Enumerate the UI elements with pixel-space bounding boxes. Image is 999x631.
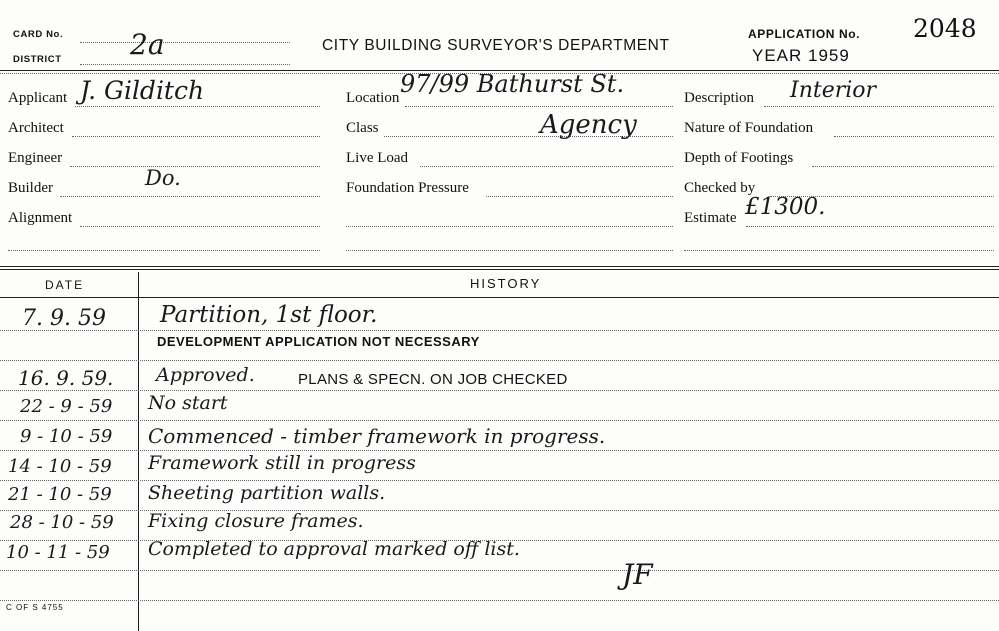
estimate-line <box>746 226 994 227</box>
live-load-line <box>420 166 673 167</box>
engineer-label: Engineer <box>8 150 63 166</box>
history-date: 22 - 9 - 59 <box>20 396 113 417</box>
nature-of-foundation-line <box>834 136 994 137</box>
builder-line <box>60 196 320 197</box>
development-stamp: DEVELOPMENT APPLICATION NOT NECESSARY <box>157 334 480 349</box>
district-label: DISTRICT <box>13 54 62 65</box>
alignment-label: Alignment <box>8 210 73 226</box>
history-line-1 <box>0 330 999 331</box>
checked-by-label: Checked by <box>684 180 756 196</box>
date-column-header: DATE <box>45 278 85 292</box>
history-date: 9 - 10 - 59 <box>20 426 113 447</box>
initials-signature: JF <box>622 558 653 591</box>
history-column-header: HISTORY <box>470 276 542 291</box>
history-header-rule <box>0 297 999 298</box>
history-entry: Sheeting partition walls. <box>148 482 386 504</box>
year-label: YEAR 1959 <box>752 46 850 65</box>
history-line-2 <box>0 360 999 361</box>
history-line-4 <box>0 420 999 421</box>
history-line-6 <box>0 480 999 481</box>
engineer-line <box>70 166 320 167</box>
card-no-line <box>80 42 290 43</box>
foundation-pressure-label: Foundation Pressure <box>346 180 469 196</box>
location-line <box>405 106 673 107</box>
history-line-10 <box>0 600 999 601</box>
column2-line-5 <box>346 226 673 227</box>
class-label: Class <box>346 120 379 136</box>
application-number: 2048 <box>913 14 977 43</box>
history-date: 7. 9. 59 <box>22 306 106 331</box>
nature-of-foundation-label: Nature of Foundation <box>684 120 814 136</box>
district-value: 2a <box>130 28 165 61</box>
applicant-label: Applicant <box>8 90 68 106</box>
class-value: Agency <box>540 110 637 140</box>
live-load-label: Live Load <box>346 150 409 166</box>
alignment-line <box>80 226 320 227</box>
description-value: Interior <box>790 78 877 103</box>
builder-value: Do. <box>145 166 181 190</box>
description-line <box>764 106 994 107</box>
date-column-divider <box>138 272 139 631</box>
plans-checked-stamp: PLANS & SPECN. ON JOB CHECKED <box>298 371 568 388</box>
history-date: 21 - 10 - 59 <box>8 484 112 505</box>
history-entry: Fixing closure frames. <box>148 510 364 532</box>
history-entry: Completed to approval marked off list. <box>148 538 520 560</box>
history-date: 16. 9. 59. <box>18 366 114 390</box>
history-entry: Approved. <box>156 364 255 386</box>
district-line <box>80 64 290 65</box>
architect-label: Architect <box>8 120 64 136</box>
history-top-rule <box>0 266 999 267</box>
foundation-pressure-line <box>486 196 673 197</box>
location-value: 97/99 Bathurst St. <box>400 70 625 98</box>
builder-label: Builder <box>8 180 53 196</box>
application-label: APPLICATION No. <box>748 27 861 41</box>
history-entry: Partition, 1st floor. <box>160 302 378 328</box>
applicant-value: J. Gilditch <box>80 76 205 105</box>
estimate-value: £1300. <box>745 194 826 220</box>
location-label: Location <box>346 90 400 106</box>
department-title: CITY BUILDING SURVEYOR'S DEPARTMENT <box>322 37 670 54</box>
history-entry: Framework still in progress <box>148 452 416 474</box>
column2-line-6 <box>346 250 673 251</box>
history-line-5 <box>0 450 999 451</box>
architect-line <box>72 136 320 137</box>
depth-of-footings-label: Depth of Footings <box>684 150 794 166</box>
card-no-label: CARD No. <box>13 29 64 40</box>
history-entry: Commenced - timber framework in progress. <box>148 424 606 448</box>
description-label: Description <box>684 90 754 106</box>
depth-of-footings-line <box>812 166 994 167</box>
alignment-line-2 <box>8 250 320 251</box>
history-date: 28 - 10 - 59 <box>10 512 114 533</box>
history-line-9 <box>0 570 999 571</box>
applicant-line <box>75 106 320 107</box>
history-top-rule-2 <box>0 269 999 270</box>
column3-line-6 <box>684 250 994 251</box>
history-line-3 <box>0 390 999 391</box>
history-date: 14 - 10 - 59 <box>8 456 112 477</box>
form-code: C OF S 4755 <box>6 603 64 612</box>
history-date: 10 - 11 - 59 <box>6 542 110 563</box>
estimate-label: Estimate <box>684 210 737 226</box>
history-entry: No start <box>148 392 228 414</box>
